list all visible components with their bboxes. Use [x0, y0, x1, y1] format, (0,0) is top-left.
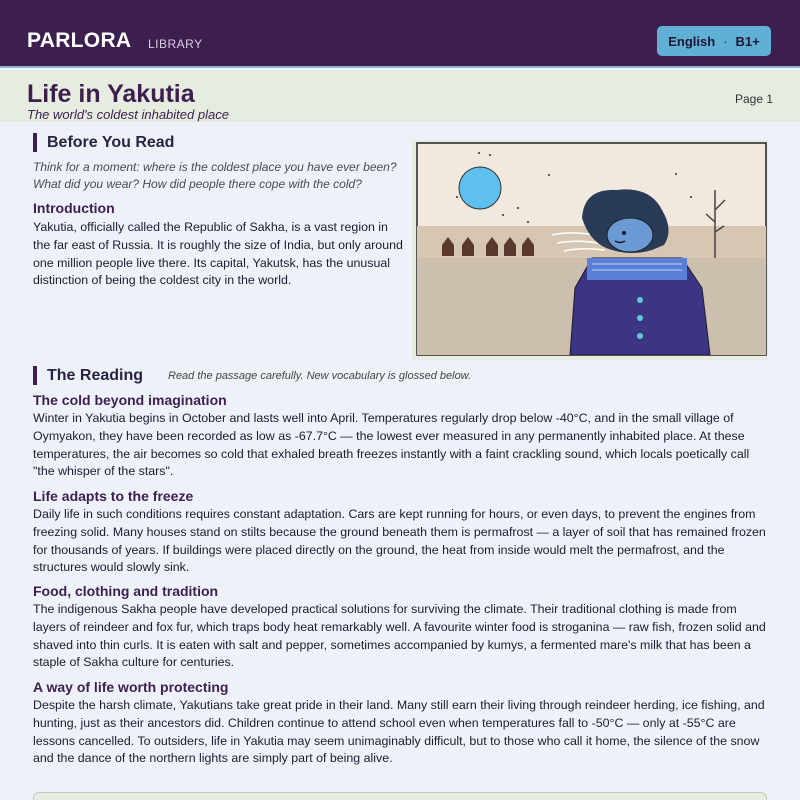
- section-heading-text: The Reading: [47, 366, 144, 384]
- coat-collar: [587, 258, 687, 280]
- separator-dot: ·: [723, 33, 728, 49]
- section-text-freeze: Daily life in such conditions requires constant adaptation. Cars are kept running for hours, or even days, to prevent the engines from freezing solid. Many houses stand on stilts because the ground beneath them is permafrost — a layer of soil that has remained frozen for thousands of years. If buildings were placed directly on the ground, the heat from inside would melt the permafrost, and the structures would slowly sink.: [33, 507, 766, 575]
- yakutia-illustration: [412, 140, 768, 360]
- heading-accent-bar: [33, 366, 37, 385]
- introduction-text: Yakutia, officially called the Republic of Sakha, is a vast region in the far east of Russia. It is roughly the size of India, but only around one million people live there. Its capital, Yakutsk, has the unusual distinction of being the coldest city in the world.: [33, 220, 403, 288]
- face: [607, 218, 653, 252]
- pale-sun: [459, 167, 501, 209]
- language-label: English: [668, 33, 716, 49]
- section-heading-cold: The cold beyond imagination: [33, 392, 227, 408]
- section-text-protecting: Despite the harsh climate, Yakutians take great pride in their land. Many still earn their living through reindeer herding, ice fishing, and hunting, just as their ancestors did. Children continue to attend school even when temperatures fall to -50°C — only at -55°C are lessons cancelled. To outsiders, life in Yakutia may seem unimaginably difficult, but to those who call it home, the silence of the snow and the dance of the northern lights are simply part of being alive.: [33, 698, 765, 766]
- section-heading-protecting: A way of life worth protecting: [33, 679, 229, 695]
- brand-section-label: LIBRARY: [148, 37, 203, 51]
- section-text-cold: Winter in Yakutia begins in October and lasts well into April. Temperatures regularly drop below -40°C, and in the small village of Oymyakon, they have been recorded as low as -67.7°C — the lowest ever measured in any permanently inhabited place. At these temperatures, the air becomes so cold that exhaled breath freezes instantly with a faint crackling sound, which locals poetically call "the whisper of the stars".: [33, 411, 750, 479]
- introduction-heading: Introduction: [33, 200, 115, 216]
- page-number: Page 1: [735, 92, 774, 106]
- heading-accent-bar: [33, 133, 37, 152]
- page-title: Life in Yakutia: [27, 80, 195, 108]
- section-heading-freeze: Life adapts to the freeze: [33, 488, 194, 504]
- section-heading-text: Before You Read: [47, 133, 175, 151]
- language-level-button[interactable]: [657, 26, 771, 56]
- warmup-prompt: Think for a moment: where is the coldest place you have ever been? What did you wear? How did people there cope with the cold?: [33, 160, 397, 191]
- reading-instruction: Read the passage carefully. New vocabulary is glossed below.: [168, 370, 472, 382]
- the-reading-heading: [33, 366, 143, 385]
- section-heading-food: Food, clothing and tradition: [33, 583, 219, 599]
- brand-logo[interactable]: PARLORA: [27, 29, 132, 52]
- title-band: [0, 70, 800, 122]
- eye: [622, 231, 626, 235]
- top-bar: [0, 0, 800, 68]
- vocabulary-glossary-card: [33, 792, 767, 800]
- section-text-food: The indigenous Sakha people have developed practical solutions for surviving the climate. Their traditional clothing is made from layers of reindeer and fox fur, which traps body heat remarkably well. A favourite winter food is stroganina — raw fish, frozen solid and shaved into thin curls. It is eaten with salt and pepper, sometimes accompanied by kumys, a fermented mare's milk that has been a staple of Sakha culture for centuries.: [33, 602, 766, 670]
- before-you-read-heading: [33, 133, 174, 152]
- level-label: B1+: [735, 33, 760, 49]
- page-subtitle: The world's coldest inhabited place: [27, 107, 229, 122]
